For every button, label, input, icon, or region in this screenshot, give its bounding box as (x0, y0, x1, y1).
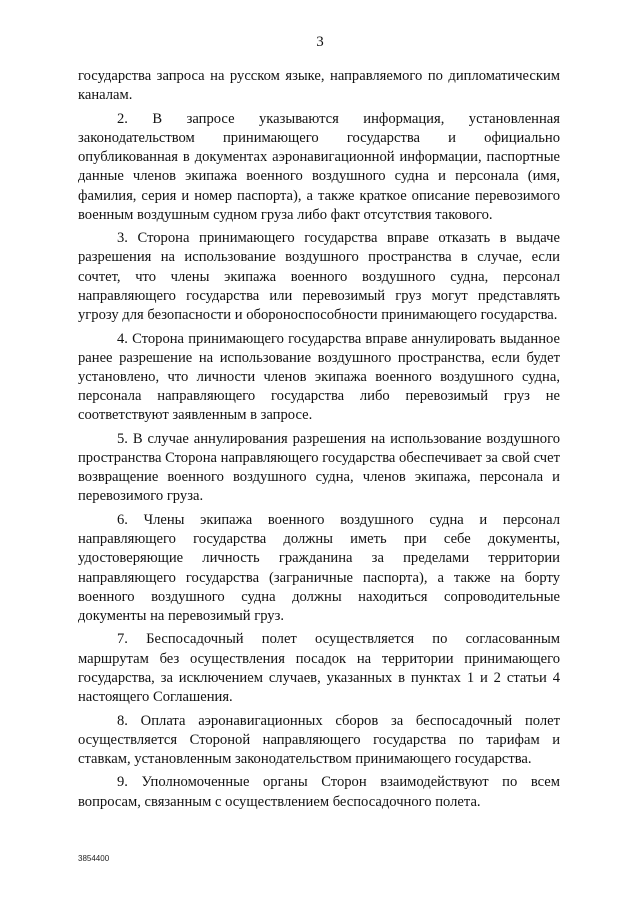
document-code: 3854400 (78, 854, 110, 863)
paragraph-5: 5. В случае аннулирования разрешения на использование воздушного пространства Сторона направляющего государства обеспечивает за свой счет возвращение военного воздушного судна, членов экипажа, персонала и перевозимого груза. (78, 430, 560, 505)
paragraph-7: 7. Беспосадочный полет осуществляется по согласованным маршрутам без осуществления посадок на территории принимающего государства, за исключением случаев, указанных в пунктах 1 и 2 статьи 4 настоящего Соглашения. (78, 631, 560, 706)
paragraph-2: 2. В запросе указываются информация, установленная законодательством принимающего государства и официально опубликованная в документах аэронавигационной информации, паспортные данные членов экипажа военного воздушного судна и персонала (имя, фамилия, серия и номер паспорта), а также краткое описание перевозимого военным воздушным судном груза либо факт отсутствия такового. (78, 110, 560, 223)
document-body (78, 67, 560, 816)
paragraph-4: 4. Сторона принимающего государства вправе аннулировать выданное ранее разрешение на использование воздушного пространства, если будет установлено, что личности членов экипажа военного воздушного судна, персонала направляющего государства либо перевозимый груз не соответствуют заявленным в запросе. (78, 330, 560, 424)
paragraph-3: 3. Сторона принимающего государства вправе отказать в выдаче разрешения на использование воздушного пространства в случае, если сочтет, что члены экипажа военного воздушного судна, персонал направляющего государства или перевозимый груз могут представлять угрозу для безопасности и обороноспособности принимающего государства. (78, 230, 560, 324)
page-number: 3 (316, 34, 324, 50)
paragraph-6: 6. Члены экипажа военного воздушного судна и персонал направляющего государства должны иметь при себе документы, удостоверяющие личность гражданина за пределами территории направляющего государства (заграничные паспорта), а также на борту военного воздушного судна должны находиться сопроводительные документы на перевозимый груз. (78, 511, 560, 624)
paragraph-8: 8. Оплата аэронавигационных сборов за беспосадочный полет осуществляется Стороной направляющего государства по тарифам и ставкам, установленным законодательством принимающего государства. (78, 712, 560, 767)
paragraph-9: 9. Уполномоченные органы Сторон взаимодействуют по всем вопросам, связанным с осуществлением беспосадочного полета. (78, 774, 560, 810)
paragraph-continuation: государства запроса на русском языке, направляемого по дипломатическим каналам. (78, 68, 560, 104)
